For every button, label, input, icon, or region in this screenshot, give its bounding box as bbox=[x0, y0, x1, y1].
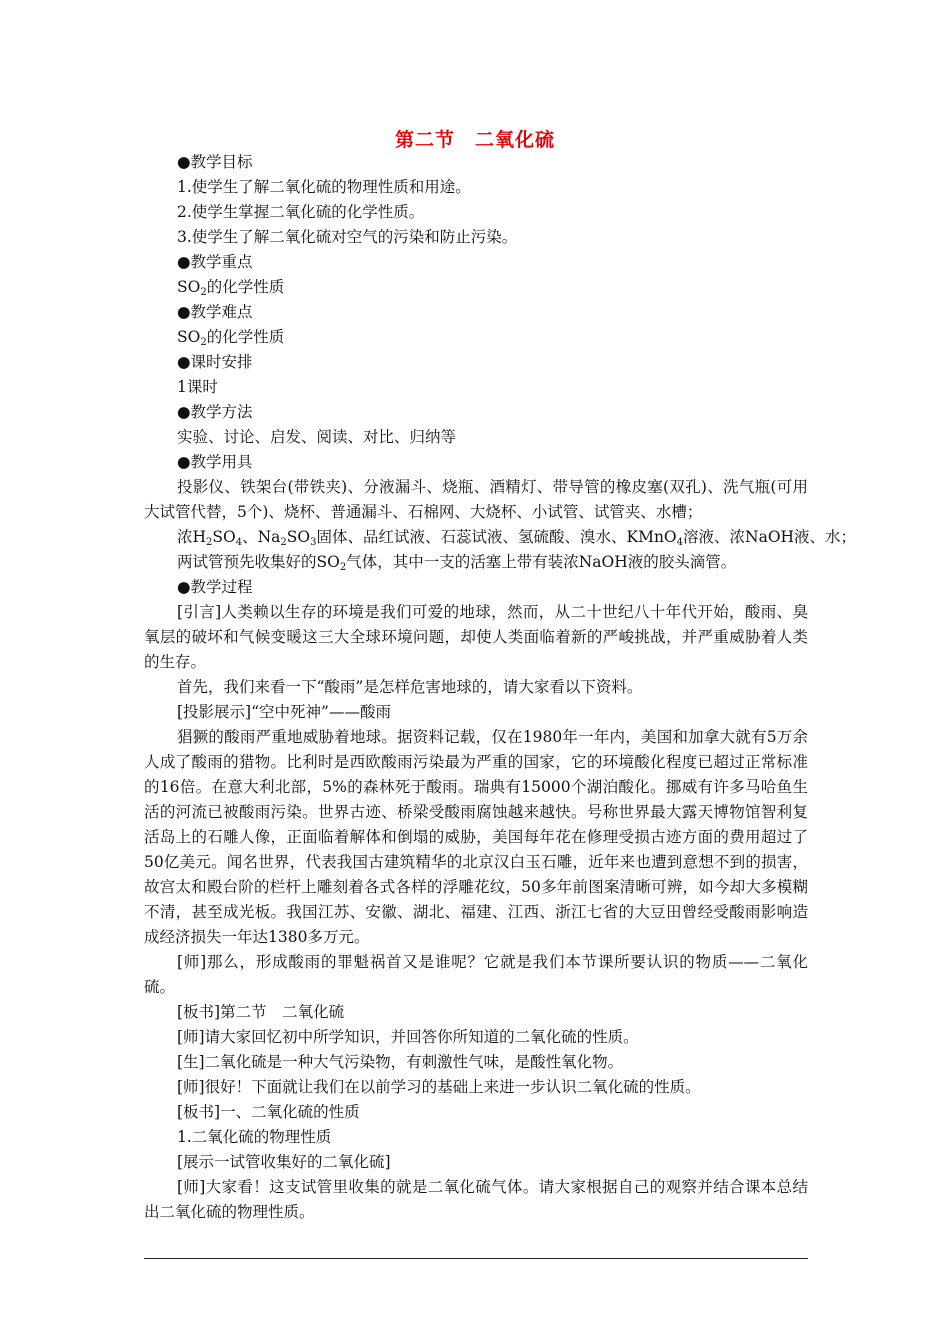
intro-paragraph: [引言]人类赖以生存的环境是我们可爱的地球，然而，从二十世纪八十年代开始，酸雨、臭氧层的破坏和气候变暖这三大全球环境问题，却使人类面临着新的严峻挑战，并严重威胁着人类的生存。 bbox=[144, 603, 808, 671]
methods-text: 实验、讨论、启发、阅读、对比、归纳等 bbox=[177, 428, 457, 446]
schedule-text: 1课时 bbox=[177, 378, 218, 396]
teacher-remark: [师]大家看！这支试管里收集的就是二氧化硫气体。请大家根据自己的观察并结合课本总结出二氧化硫的物理性质。 bbox=[144, 1178, 808, 1221]
section-subheading: 1.二氧化硫的物理性质 bbox=[177, 1128, 332, 1146]
tools-gas-tubes: 两试管预先收集好的$SO_2$气体，其中一支的活塞上带有装浓NaOH液的胶头滴管。 bbox=[177, 553, 737, 573]
process-heading: ●教学过程 bbox=[177, 578, 253, 596]
schedule-heading: ●课时安排 bbox=[177, 353, 253, 371]
tools-paragraph: 投影仪、铁架台(带铁夹)、分液漏斗、烧瓶、酒精灯、带导管的橡皮塞(双孔)、洗气瓶(可用大试管代替，5个)、烧杯、普通漏斗、石棉网、大烧杯、小试管、试管夹、水槽； bbox=[144, 478, 808, 521]
objectives-heading: ●教学目标 bbox=[177, 153, 253, 171]
document-body bbox=[144, 150, 857, 1225]
acid-rain-material: 猖獗的酸雨严重地威胁着地球。据资料记载，仅在1980年一年内，美国和加拿大就有5万余人成了酸雨的猎物。比利时是西欧酸雨污染最为严重的国家，它的环境酸化程度已超过正常标准的16倍。在意大利北部，5%的森林死于酸雨。瑞典有15000个湖泊酸化。挪威有许多马哈鱼生活的河流已被酸雨污染。世界古迹、桥梁受酸雨腐蚀越来越快。号称世界最大露天博物馆智利复活岛上的石雕人像，正面临着解体和倒塌的威胁，美国每年花在修理受损古迹方面的费用超过了50亿美元。闻名世界，代表我国古建筑精华的北京汉白玉石雕，近年来也遭到意想不到的损害，故宫太和殿台阶的栏杆上雕刻着各式各样的浮雕花纹，50多年前图案清晰可辨，如今却大多模糊不清，甚至成光板。我国江苏、安徽、湖北、福建、江西、浙江七省的大豆田曾经受酸雨影响造成经济损失一年达1380多万元。 bbox=[144, 728, 808, 946]
first-paragraph: 首先，我们来看一下“酸雨”是怎样危害地球的，请大家看以下资料。 bbox=[177, 678, 643, 696]
board-writing: [板书]一、二氧化硫的性质 bbox=[177, 1103, 360, 1121]
difficult-point-heading: ●教学难点 bbox=[177, 303, 253, 321]
key-point-text: $SO_2$的化学性质 bbox=[177, 278, 285, 298]
tools-heading: ●教学用具 bbox=[177, 453, 253, 471]
demo-label: [展示一试管收集好的二氧化硫] bbox=[177, 1153, 391, 1171]
page-title: 第二节 二氧化硫 bbox=[394, 129, 555, 151]
teacher-remark: [师]很好！下面就让我们在以前学习的基础上来进一步认识二氧化硫的性质。 bbox=[177, 1078, 701, 1096]
board-writing: [板书]第二节 二氧化硫 bbox=[177, 1003, 345, 1021]
student-remark: [生]二氧化硫是一种大气污染物，有刺激性气味，是酸性氧化物。 bbox=[177, 1053, 624, 1071]
teacher-remark: [师]请大家回忆初中所学知识，并回答你所知道的二氧化硫的性质。 bbox=[177, 1028, 639, 1046]
footer-divider bbox=[144, 1258, 808, 1259]
methods-heading: ●教学方法 bbox=[177, 403, 253, 421]
key-point-heading: ●教学重点 bbox=[177, 253, 253, 271]
difficult-point-text: $SO_2$的化学性质 bbox=[177, 328, 285, 348]
projection-label: [投影展示]“空中死神”——酸雨 bbox=[177, 703, 391, 721]
teacher-remark: [师]那么，形成酸雨的罪魁祸首又是谁呢？它就是我们本节课所要认识的物质——二氧化硫。 bbox=[144, 953, 808, 996]
objective-item: 1.使学生了解二氧化硫的物理性质和用途。 bbox=[177, 178, 471, 196]
objective-item: 2.使学生掌握二氧化硫的化学性质。 bbox=[177, 203, 425, 221]
objective-item: 3.使学生了解二氧化硫对空气的污染和防止污染。 bbox=[177, 228, 518, 246]
tools-reagents: 浓$H_2SO_4$、$Na_2SO_3$固体、品红试液、石蕊试液、氢硫酸、溴水、KMnO$_4$溶液、浓NaOH液、水； bbox=[177, 528, 857, 548]
